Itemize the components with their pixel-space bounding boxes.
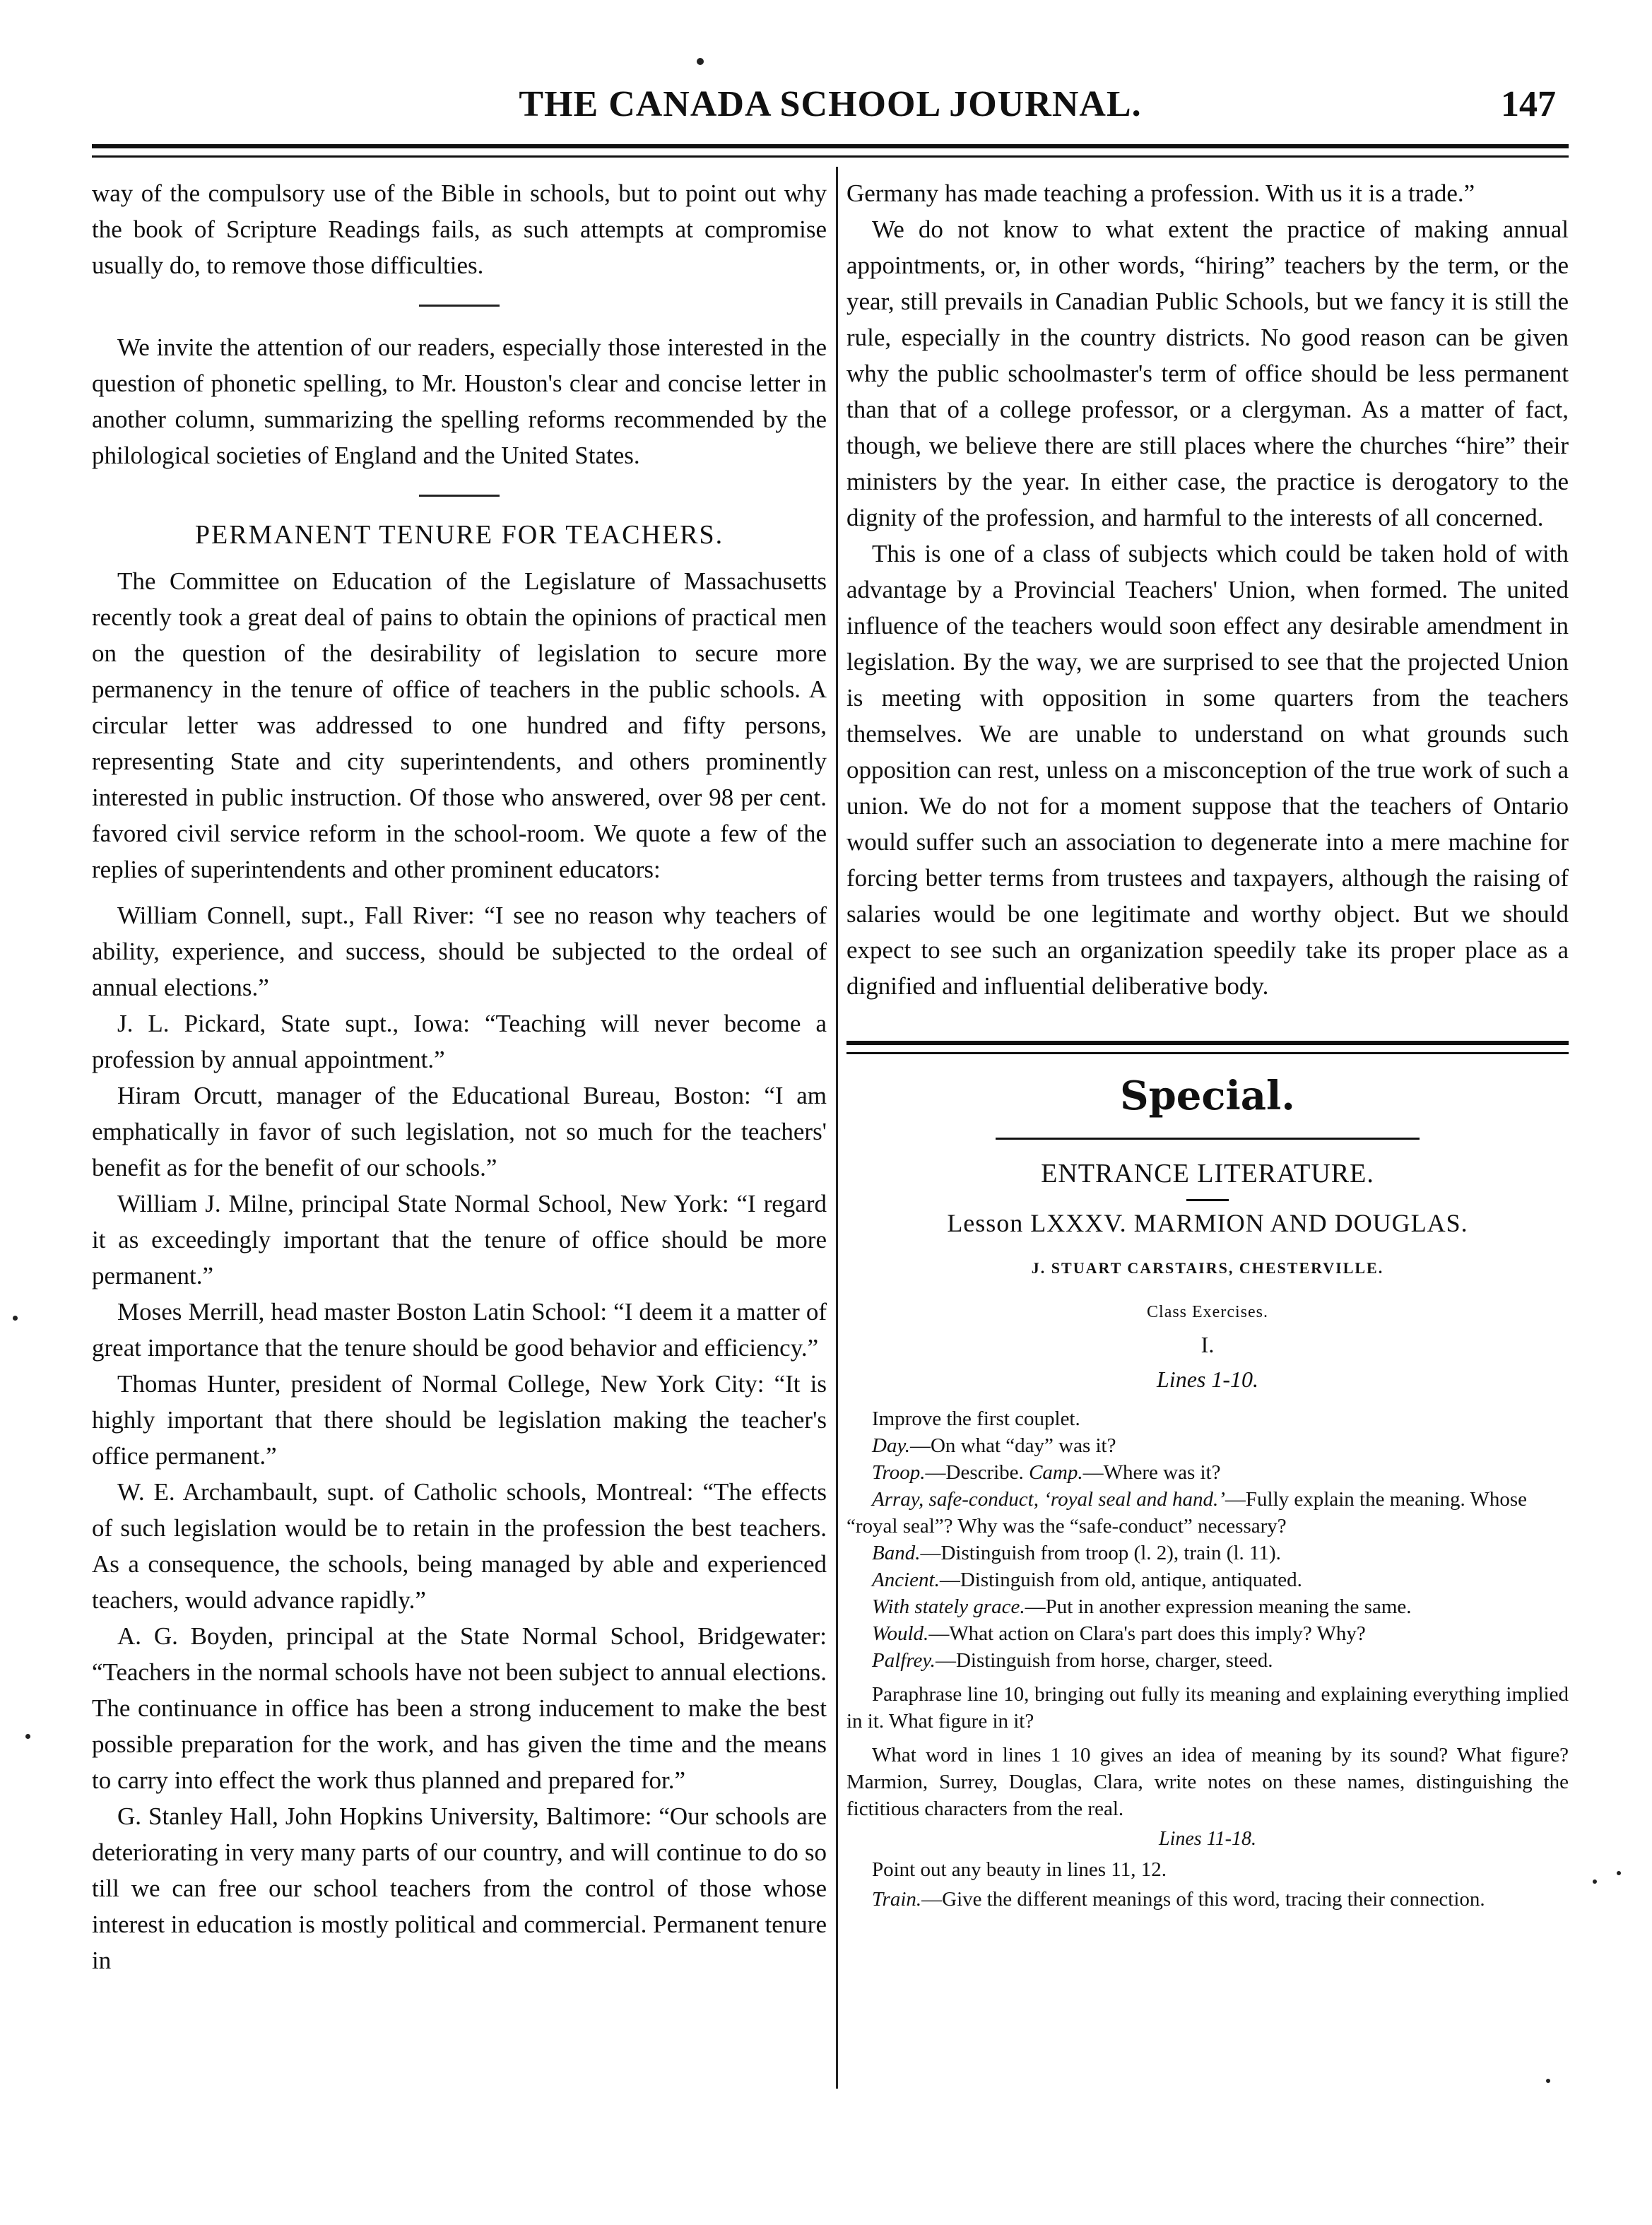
separator-rule: [419, 495, 500, 497]
print-speck: [697, 58, 704, 65]
quote-pickard: J. L. Pickard, State supt., Iowa: “Teaching will never become a profession by annual appointment.”: [92, 1010, 827, 1073]
quote-hunter: Thomas Hunter, president of Normal College, New York City: “It is highly important that there should be legislation making the teacher's office permanent.”: [92, 1370, 827, 1470]
print-speck: [1593, 1879, 1597, 1884]
appointments-paragraph: We do not know to what extent the practice of making annual appointments, or, in other words, “hiring” teachers by the term, or the year, still prevails in Canadian Public Schools, but we fancy it is still the rule, especially in the country districts. No good reason can be given why the public schoolmaster's term of office should be less permanent than that of a college professor, or a clergyman. As a matter of fact, though, we believe there are still places where the churches “hire” their ministers by the year. In either case, the practice is derogatory to the dignity of the profession, and harmful to the interests of all concerned.: [846, 216, 1569, 531]
exercise-item: Band.—Distinguish from troop (l. 2), train (l. 11).: [872, 1542, 1281, 1564]
exercise-item: Ancient.—Distinguish from old, antique, antiquated.: [872, 1569, 1302, 1591]
page-header: [92, 83, 1569, 133]
class-exercises-heading: Class Exercises.: [1147, 1303, 1268, 1321]
print-speck: [13, 1316, 18, 1321]
print-speck: [25, 1734, 30, 1739]
mini-rule: [1186, 1199, 1229, 1201]
exercise-item: Improve the first couplet.: [872, 1407, 1080, 1430]
exercise-item: With stately grace.—Put in another expression meaning the same.: [872, 1595, 1412, 1618]
quote-orcutt: Hiram Orcutt, manager of the Educational Bureau, Boston: “I am emphatically in favor of such legislation, not so much for the teachers' benefit as for the benefit of our schools.”: [92, 1082, 827, 1181]
special-underline: [996, 1138, 1420, 1140]
separator-rule: [419, 305, 500, 307]
lesson-author: J. STUART CARSTAIRS, CHESTERVILLE.: [1031, 1259, 1384, 1277]
exercise-item: Array, safe-conduct, ‘royal seal and hand.’—Fully explain the meaning. Whose “royal seal”? Why was the “safe-conduct” necessary?: [846, 1488, 1528, 1538]
journal-title: THE CANADA SCHOOL JOURNAL.: [519, 84, 1142, 124]
lesson-title: Lesson LXXXV. MARMION AND DOUGLAS.: [947, 1209, 1468, 1237]
quote-archambault: W. E. Archambault, supt. of Catholic schools, Montreal: “The effects of such legislation would be to retain in the profession the best teachers. As a consequence, the schools, being managed by able and experienced teachers, would advance rapidly.”: [92, 1478, 827, 1614]
header-rule-thick: [92, 144, 1569, 148]
lines-heading: Lines 11-18.: [1159, 1828, 1256, 1850]
exercise-item: Would.—What action on Clara's part does this imply? Why?: [872, 1622, 1366, 1645]
quote-hall: G. Stanley Hall, John Hopkins University, Baltimore: “Our schools are deteriorating in very many parts of our country, and will continue to do so till we can free our school teachers from the control of those whose interest in education is mostly political and commercial. Permanent tenure in: [92, 1802, 827, 1974]
exercise-item: Train.—Give the different meanings of this word, tracing their connection.: [872, 1888, 1485, 1911]
exercise-item: Day.—On what “day” was it?: [872, 1434, 1116, 1457]
exercise-item: Troop.—Describe. Camp.—Where was it?: [872, 1461, 1221, 1484]
print-speck: [1546, 2079, 1550, 2083]
quote-connell: William Connell, supt., Fall River: “I see no reason why teachers of ability, experience, and success, should be subjected to the ordeal of annual elections.”: [92, 902, 827, 1001]
exercise-paraphrase: Paraphrase line 10, bringing out fully its meaning and explaining everything implied in it. What figure in it?: [846, 1683, 1569, 1733]
phonetic-spelling-paragraph: We invite the attention of our readers, especially those interested in the question of phonetic spelling, to Mr. Houston's clear and concise letter in another column, summarizing the spelling reforms recommended by the philological societies of England and the United States.: [92, 334, 827, 469]
special-rule-thick: [846, 1041, 1569, 1045]
header-rule-thin: [92, 155, 1569, 158]
section-title: PERMANENT TENURE FOR TEACHERS.: [194, 520, 724, 550]
page-number: 147: [1501, 84, 1556, 124]
exercise-item: Palfrey.—Distinguish from horse, charger, steed.: [872, 1649, 1273, 1672]
exercise-sound-figure: What word in lines 1 10 gives an idea of meaning by its sound? What figure? Marmion, Surrey, Douglas, Clara, write notes on these names, distinguishing the fictitious characters from the real.: [846, 1744, 1569, 1820]
special-heading: Special.: [1120, 1073, 1295, 1119]
quote-milne: William J. Milne, principal State Normal School, New York: “I regard it as exceedingly important that the tenure of office should be more permanent.”: [92, 1190, 827, 1289]
column-divider: [836, 167, 838, 2089]
left-column: [92, 175, 827, 1978]
exercise-list: [846, 1405, 1569, 1913]
germany-paragraph: Germany has made teaching a profession. With us it is a trade.”: [846, 179, 1475, 207]
exercise-item: Point out any beauty in lines 11, 12.: [872, 1858, 1167, 1881]
bible-paragraph: way of the compulsory use of the Bible in schools, but to point out why the book of Scripture Readings fails, as such attempts at compromise usually do, to remove those difficulties.: [92, 179, 827, 279]
union-paragraph: This is one of a class of subjects which could be taken hold of with advantage by a Provincial Teachers' Union, when formed. The united influence of the teachers would soon effect any desirable amendment in legislation. By the way, we are surprised to see that the projected Union is meeting with opposition in some quarters from the teachers themselves. We are unable to understand on what grounds such opposition can rest, unless on a misconception of the true work of such a union. We do not for a moment suppose that the teachers of Ontario would suffer such an association to degenerate into a mere machine for forcing better terms from trustees and taxpayers, although the raising of salaries would be one legitimate and worthy object. But we should expect to see such an organization speedily take its proper place as a dignified and influential deliberative body.: [846, 540, 1569, 1000]
quote-merrill: Moses Merrill, head master Boston Latin School: “I deem it a matter of great importance that the tenure should be good behavior and efficiency.”: [92, 1298, 827, 1362]
print-speck: [1617, 1871, 1621, 1875]
lines-heading: Lines 1-10.: [1157, 1367, 1258, 1392]
exercise-numeral: I.: [1200, 1332, 1215, 1357]
entrance-literature-heading: ENTRANCE LITERATURE.: [1041, 1159, 1374, 1188]
right-column: [846, 175, 1569, 1913]
special-rule-thin: [846, 1052, 1569, 1054]
quote-boyden: A. G. Boyden, principal at the State Normal School, Bridgewater: “Teachers in the normal schools have not been subject to annual elections. The continuance in office has been a strong inducement to make the best possible preparation for the work, and has given the time and the means to carry into effect the work thus planned and prepared for.”: [92, 1622, 827, 1794]
committee-paragraph: The Committee on Education of the Legislature of Massachusetts recently took a great deal of pains to obtain the opinions of practical men on the question of the desirability of legislation to secure more permanency in the tenure of office of teachers in the public schools. A circular letter was addressed to one hundred and fifty persons, representing State and city superintendents, and others prominently interested in public instruction. Of those who answered, over 98 per cent. favored civil service reform in the school-room. We quote a few of the replies of superintendents and other prominent educators:: [92, 567, 827, 883]
